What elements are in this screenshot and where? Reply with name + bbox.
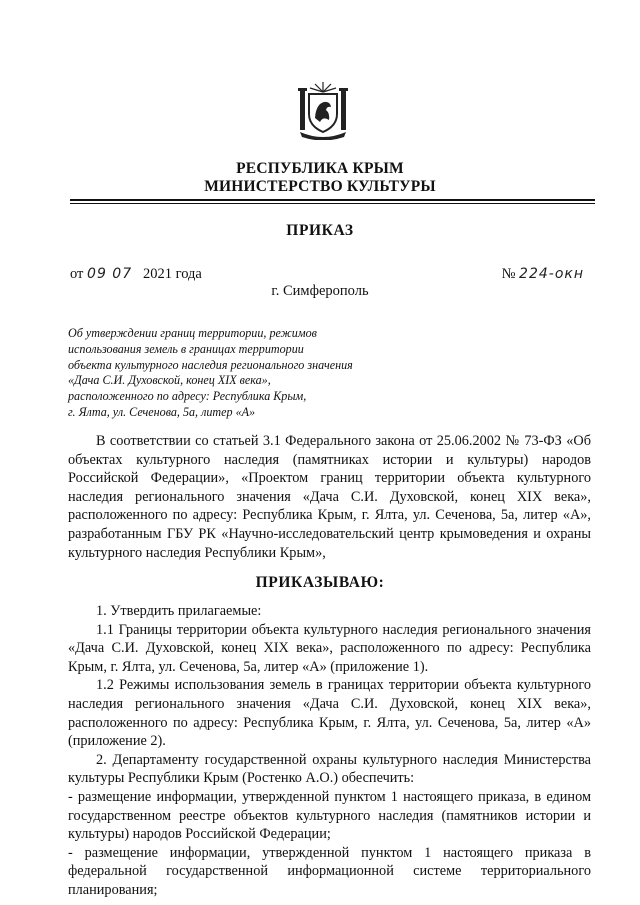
document-type: ПРИКАЗ xyxy=(286,222,354,239)
bullet-2: - размещение информации, утвержденной пунктом 1 настоящего приказа в федеральной государственной информационной системе территориального планирования; xyxy=(68,844,591,898)
item-1-2: 1.2 Режимы использования земель в границах территории объекта культурного наследия регионального значения «Дача С.И. Духовской, конец XIX века», расположенного по адресу: Республика Крым, г. Ялта, ул. Сеченова, 5а, литер «А» (приложение 2). xyxy=(68,677,591,750)
number-sign: № xyxy=(501,266,516,282)
ministry-title: МИНИСТЕРСТВО КУЛЬТУРЫ xyxy=(204,178,436,195)
order-date xyxy=(70,266,202,283)
subject-line: «Дача С.И. Духовской, конец XIX века», xyxy=(68,373,271,388)
subject-line: Об утверждении границ территории, режимов xyxy=(68,326,317,340)
handwritten-number: 224-окн xyxy=(519,266,584,282)
subject-line: объекта культурного наследия регионального значения xyxy=(68,357,353,372)
order-heading: ПРИКАЗЫВАЮ: xyxy=(255,574,385,591)
header-rule-thick xyxy=(70,199,595,201)
coat-of-arms-icon xyxy=(296,80,350,140)
item-1: 1. Утвердить прилагаемые: xyxy=(96,603,262,619)
order-subject xyxy=(68,326,368,421)
order-number xyxy=(502,266,584,283)
handwritten-date: 09 07 xyxy=(87,266,133,282)
date-year: 2021 года xyxy=(143,266,202,282)
order-items xyxy=(68,602,591,900)
subject-line: расположенного по адресу: Республика Крым, xyxy=(68,389,307,404)
subject-line: использования земель в границах территории xyxy=(68,341,304,356)
subject-line: г. Ялта, ул. Сеченова, 5а, литер «А» xyxy=(68,404,256,419)
date-prefix: от xyxy=(70,266,84,282)
preamble xyxy=(68,432,591,562)
city: г. Симферополь xyxy=(271,283,369,299)
republic-title: РЕСПУБЛИКА КРЫМ xyxy=(236,160,404,177)
item-2: 2. Департаменту государственной охраны культурного наследия Министерства культуры Республики Крым (Ростенко А.О.) обеспечить: xyxy=(68,751,591,787)
preamble-paragraph: В соответствии со статьей 3.1 Федерального закона от 25.06.2002 № 73-ФЗ «Об объектах культурного наследия (памятниках истории и культуры) народов Российской Федерации», «Проектом границ территории объекта культурного наследия регионального значения «Дача С.И. Духовской, конец XIX века», расположенного по адресу: Республика Крым, г. Ялта, ул. Сеченова, 5а, литер «А», разработанным ГБУ РК «Научно-исследовательский центр крымоведения и охраны культурного наследия Республики Крым», xyxy=(68,433,591,561)
header-rule-thin xyxy=(70,203,595,204)
item-1-1: 1.1 Границы территории объекта культурного наследия регионального значения «Дача С.И. Духовской, конец XIX века», расположенного по адресу: Республика Крым, г. Ялта, ул. Сеченова, 5а, литер «А» (приложение 1). xyxy=(68,621,591,675)
bullet-1: - размещение информации, утвержденной пунктом 1 настоящего приказа, в едином государственном реестре объектов культурного наследия (памятников истории и культуры) народов Российской Федерации; xyxy=(68,788,591,843)
